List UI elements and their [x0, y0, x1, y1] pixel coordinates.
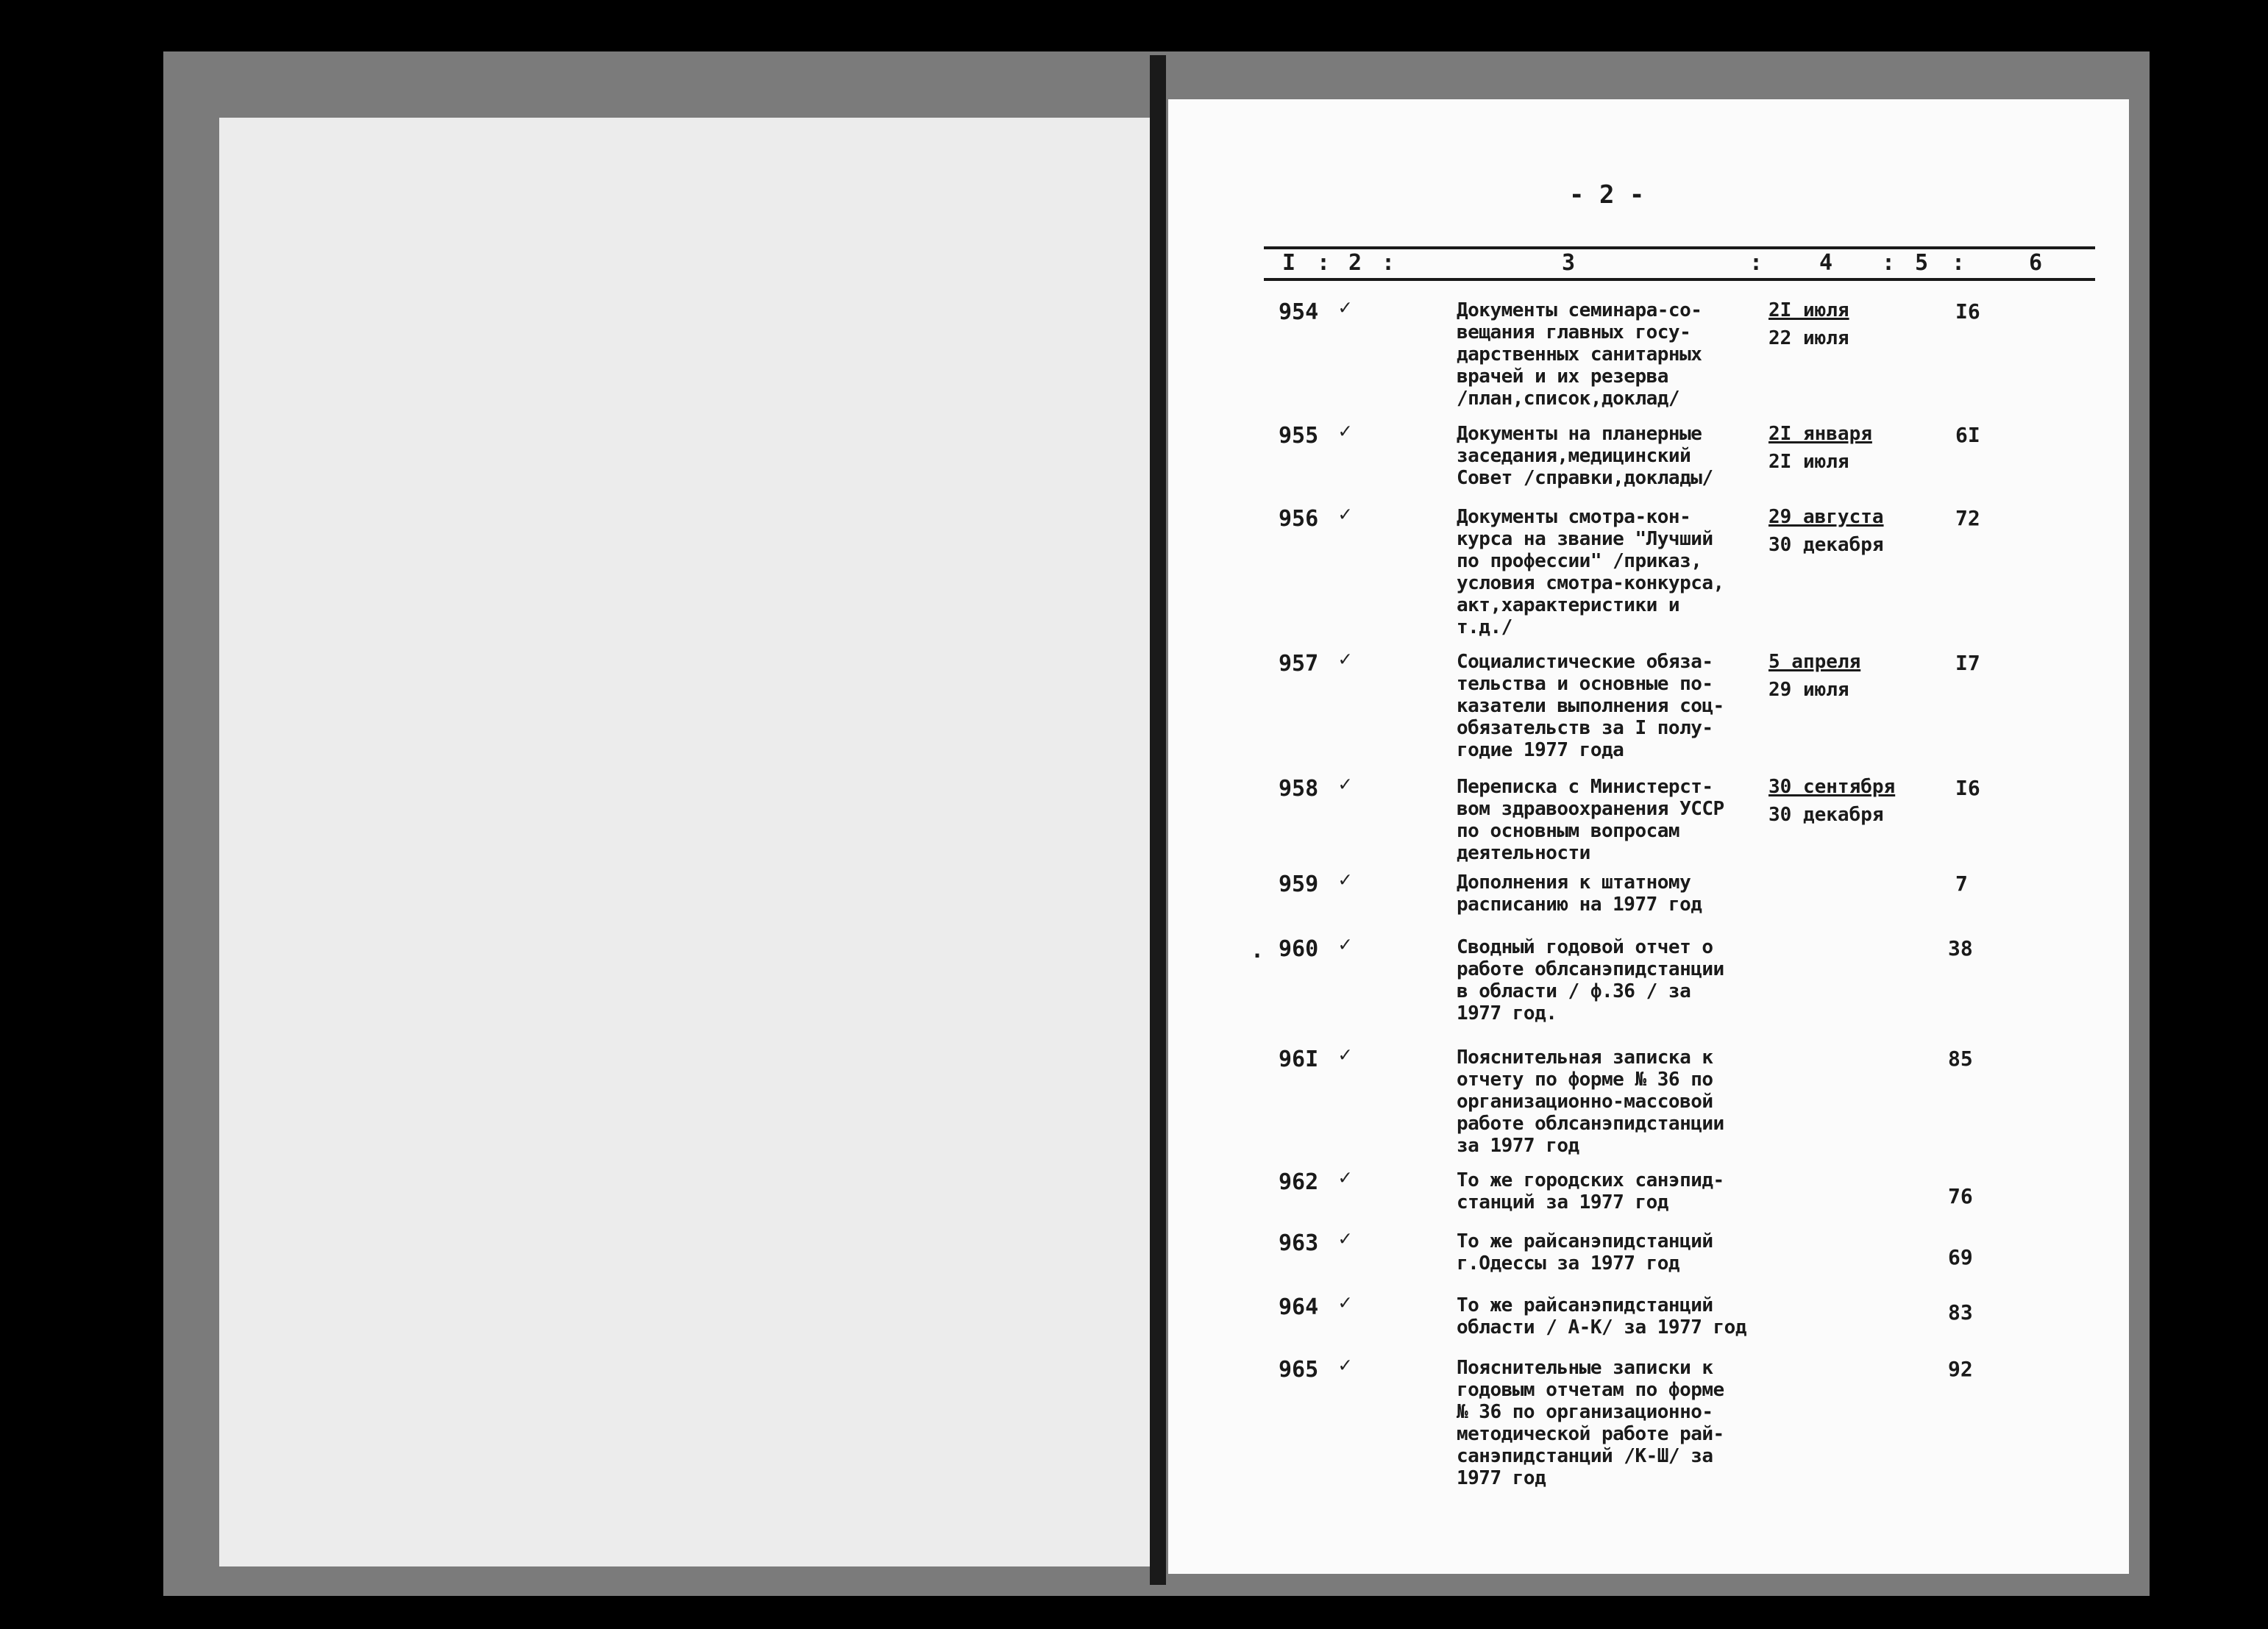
item-title: Документы семинара-со- вещания главных госу- дарственных санитарных врачей и их резерва /план,список,доклад/ [1457, 299, 1702, 410]
book-gutter [1150, 55, 1166, 1585]
item-title: То же райсанэпидстанций г.Одессы за 1977 год [1457, 1230, 1713, 1275]
date-start: 30 сентября [1768, 776, 1896, 798]
margin-dot: . [1251, 938, 1265, 963]
page-count: 83 [1948, 1300, 1973, 1325]
date-start: 2I января [1768, 423, 1872, 445]
date-end: 30 декабря [1768, 804, 1884, 826]
col-separator: : [1317, 250, 1331, 276]
item-number: 964 [1279, 1294, 1319, 1320]
date-end: 2I июля [1768, 451, 1849, 473]
item-title: Документы смотра-кон- курса на звание "Лучший по профессии" /приказ, условия смотра-конкурса, акт,характеристики и т.д./ [1457, 506, 1724, 638]
left-page [219, 118, 1150, 1566]
checkmark-icon: ✓ [1339, 502, 1351, 526]
header-rule-bottom [1264, 278, 2095, 281]
page-number: - 2 - [1569, 180, 1645, 210]
item-title: Сводный годовой отчет о работе облсанэпидстанции в области / ф.36 / за 1977 год. [1457, 936, 1724, 1024]
item-title: Пояснительные записки к годовым отчетам по форме № 36 по организационно- методической работе рай- санэпидстанций /К-Ш/ за 1977 год [1457, 1357, 1724, 1489]
page-count: 38 [1948, 936, 1973, 960]
checkmark-icon: ✓ [1339, 646, 1351, 671]
item-title: То же райсанэпидстанций области / А-К/ за 1977 год [1457, 1294, 1746, 1339]
col-header-2: 2 [1348, 250, 1362, 276]
item-number: 959 [1279, 871, 1319, 897]
page-count: I7 [1955, 651, 1980, 675]
page-count: 85 [1948, 1047, 1973, 1071]
col-header-4: 4 [1819, 250, 1833, 276]
checkmark-icon: ✓ [1339, 932, 1351, 956]
page-count: 6I [1955, 423, 1980, 447]
item-number: 962 [1279, 1169, 1319, 1195]
checkmark-icon: ✓ [1339, 1042, 1351, 1066]
date-start: 2I июля [1768, 299, 1849, 321]
page-count: 69 [1948, 1245, 1973, 1269]
item-number: 958 [1279, 776, 1319, 802]
item-number: 956 [1279, 506, 1319, 532]
col-header-3: 3 [1562, 250, 1576, 276]
date-start: 29 августа [1768, 506, 1884, 528]
date-end: 30 декабря [1768, 534, 1884, 556]
page-count: I6 [1955, 299, 1980, 324]
checkmark-icon: ✓ [1339, 1226, 1351, 1250]
date-start: 5 апреля [1768, 651, 1861, 673]
checkmark-icon: ✓ [1339, 1352, 1351, 1377]
page-count: 76 [1948, 1184, 1973, 1208]
col-header-5: 5 [1915, 250, 1929, 276]
col-separator: : [1952, 250, 1966, 276]
col-header-1: I [1282, 250, 1296, 276]
checkmark-icon: ✓ [1339, 418, 1351, 443]
bleed-through-text [219, 118, 1150, 1566]
checkmark-icon: ✓ [1339, 771, 1351, 796]
item-title: То же городских санэпид- станций за 1977 год [1457, 1169, 1724, 1213]
right-page [1168, 99, 2129, 1574]
col-separator: : [1749, 250, 1763, 276]
item-title: Пояснительная записка к отчету по форме № 36 по организационно-массовой работе облсанэпидстанции за 1977 год [1457, 1047, 1724, 1157]
checkmark-icon: ✓ [1339, 1290, 1351, 1314]
header-rule-top [1264, 246, 2095, 249]
item-number: 955 [1279, 423, 1319, 449]
checkmark-icon: ✓ [1339, 867, 1351, 891]
item-number: 957 [1279, 651, 1319, 677]
page-count: 72 [1955, 506, 1980, 530]
column-header-row [1264, 250, 2095, 279]
page-count: 92 [1948, 1357, 1973, 1381]
item-title: Документы на планерные заседания,медицинский Совет /справки,доклады/ [1457, 423, 1713, 489]
item-title: Социалистические обяза- тельства и основные по- казатели выполнения соц- обязательств за I полу- годие 1977 года [1457, 651, 1724, 761]
page-count: 7 [1955, 871, 1968, 896]
item-number: 96I [1279, 1047, 1319, 1072]
item-title: Дополнения к штатному расписанию на 1977 год [1457, 871, 1702, 916]
item-number: 965 [1279, 1357, 1319, 1383]
item-number: 954 [1279, 299, 1319, 325]
page-count: I6 [1955, 776, 1980, 800]
item-number: 963 [1279, 1230, 1319, 1256]
col-separator: : [1382, 250, 1396, 276]
checkmark-icon: ✓ [1339, 1165, 1351, 1189]
item-number: 960 [1279, 936, 1319, 962]
date-end: 29 июля [1768, 679, 1849, 701]
col-header-6: 6 [2029, 250, 2043, 276]
date-end: 22 июля [1768, 327, 1849, 349]
item-title: Переписка с Министерст- вом здравоохранения УССР по основным вопросам деятельности [1457, 776, 1724, 864]
col-separator: : [1882, 250, 1896, 276]
checkmark-icon: ✓ [1339, 295, 1351, 319]
